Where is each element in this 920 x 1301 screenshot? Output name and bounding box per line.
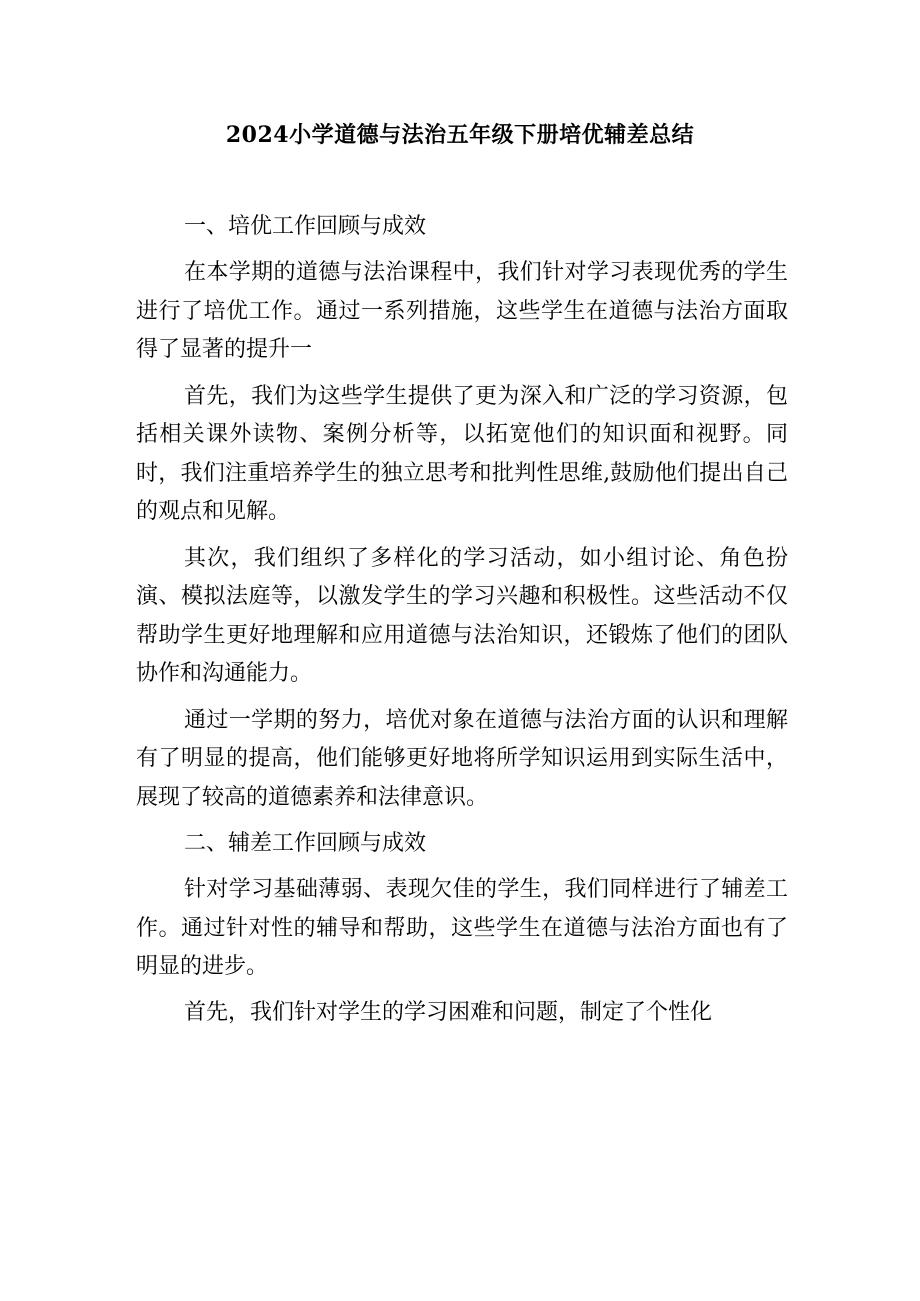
- paragraph: 首先，我们为这些学生提供了更为深入和广泛的学习资源，包括相关课外读物、案例分析等，以拓宽他们的知识面和视野。同时，我们注重培养学生的独立思考和批判性思维,鼓励他们提出自己的观点和见解。: [136, 383, 788, 525]
- section-heading-2: 二、辅差工作回顾与成效: [184, 830, 427, 856]
- paragraph: 其次，我们组织了多样化的学习活动，如小组讨论、角色扮演、模拟法庭等，以激发学生的学习兴趣和积极性。这些活动不仅帮助学生更好地理解和应用道德与法治知识，还锻炼了他们的团队协作和沟通能力。: [136, 545, 788, 687]
- paragraph: 首先，我们针对学生的学习困难和问题，制定了个性化: [184, 1000, 713, 1026]
- document-body: [136, 208, 788, 1033]
- document-title: 2024小学道德与法治五年级下册培优辅差总结: [225, 122, 695, 148]
- paragraph: 针对学习基础薄弱、表现欠佳的学生，我们同样进行了辅差工作。通过针对性的辅导和帮助，这些学生在道德与法治方面也有了明显的进步。: [136, 877, 788, 980]
- paragraph: 通过一学期的努力，培优对象在道德与法治方面的认识和理解有了明显的提高，他们能够更好地将所学知识运用到实际生活中，展现了较高的道德素养和法律意识。: [136, 707, 788, 810]
- section-heading-1: 一、培优工作回顾与成效: [184, 214, 427, 239]
- paragraph: 在本学期的道德与法治课程中，我们针对学习表现优秀的学生进行了培优工作。通过一系列措施，这些学生在道德与法治方面取得了显著的提升一: [136, 260, 788, 363]
